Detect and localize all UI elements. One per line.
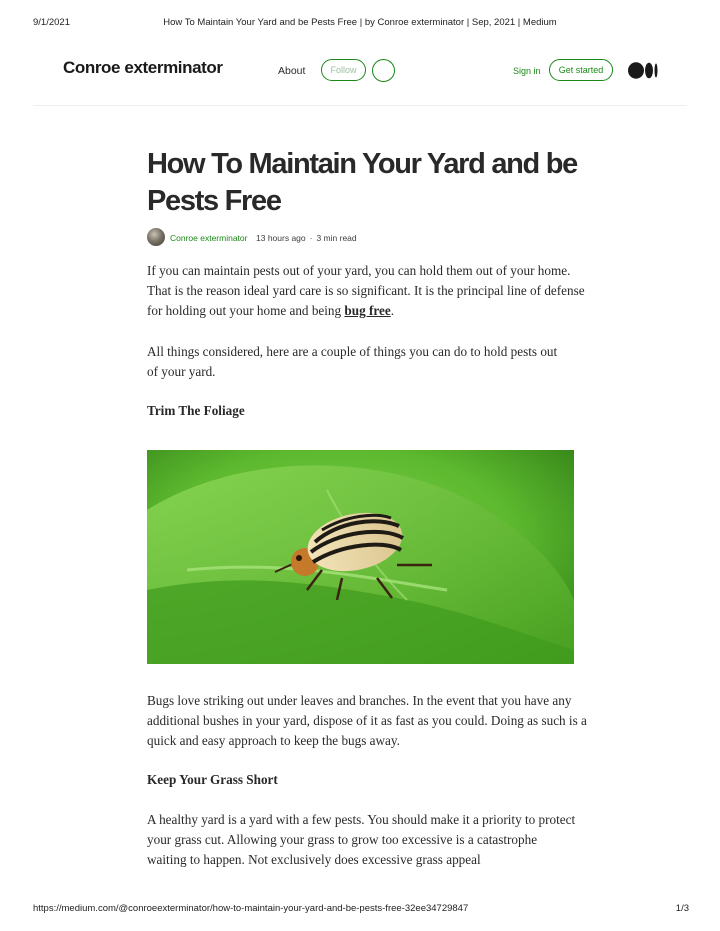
- about-link[interactable]: About: [278, 65, 306, 77]
- posted-time: 13 hours ago: [256, 233, 306, 243]
- post-meta: [256, 233, 357, 243]
- header-divider: [33, 105, 687, 106]
- heading-trim-foliage: Trim The Foliage: [147, 403, 245, 418]
- sign-in-link[interactable]: Sign in: [513, 66, 541, 76]
- paragraph-intro: [147, 261, 587, 322]
- paragraph-healthy-yard: A healthy yard is a yard with a few pests. You should make it a priority to protect your grass cut. Allowing your grass to grow too excessive is a catastrophe waiting to happen. Not exclusively does excessive grass appeal: [147, 812, 576, 868]
- colorado-potato-beetle-on-leaf-photo: [147, 450, 574, 664]
- article-title: How To Maintain Your Yard and be Pests Free: [147, 148, 577, 217]
- print-footer: [0, 903, 720, 917]
- top-navigation: [0, 56, 720, 86]
- bug-free-link[interactable]: bug free: [344, 303, 391, 319]
- print-page-number: 1/3: [675, 903, 689, 914]
- follow-button[interactable]: Follow: [321, 59, 366, 81]
- paragraph-intro-text: If you can maintain pests out of your yard, you can hold them out of your home. That is the reason ideal yard care is so significant. It is the principal line of defense for holding out your home and being: [147, 263, 585, 319]
- publication-brand[interactable]: Conroe exterminator: [63, 58, 223, 77]
- print-header: [0, 17, 720, 31]
- get-started-button[interactable]: Get started: [549, 59, 613, 81]
- print-url: https://medium.com/@conroeexterminator/how-to-maintain-your-yard-and-be-pests-free-32ee34729847: [33, 903, 469, 914]
- subscribe-circle-button[interactable]: [372, 59, 395, 82]
- paragraph-bugs-love: Bugs love striking out under leaves and branches. In the event that you have any additional bushes in your yard, dispose of it as fast as you could. Doing as such is a quick and easy approach to keep the bugs away.: [147, 693, 587, 749]
- paragraph-considered: All things considered, here are a couple of things you can do to hold pests out of your yard.: [147, 344, 558, 380]
- author-name-link[interactable]: Conroe exterminator: [170, 233, 248, 243]
- author-avatar[interactable]: [147, 228, 165, 246]
- read-time: 3 min read: [316, 233, 357, 243]
- print-page-title: How To Maintain Your Yard and be Pests Free | by Conroe exterminator | Sep, 2021 | Medium: [163, 17, 557, 28]
- meta-separator: ·: [309, 233, 313, 243]
- beetle-on-leaf-image: [147, 450, 574, 664]
- heading-keep-grass-short: Keep Your Grass Short: [147, 772, 278, 787]
- medium-logo-icon[interactable]: [628, 62, 658, 79]
- print-date: 9/1/2021: [33, 17, 70, 28]
- paragraph-intro-end: .: [390, 303, 394, 319]
